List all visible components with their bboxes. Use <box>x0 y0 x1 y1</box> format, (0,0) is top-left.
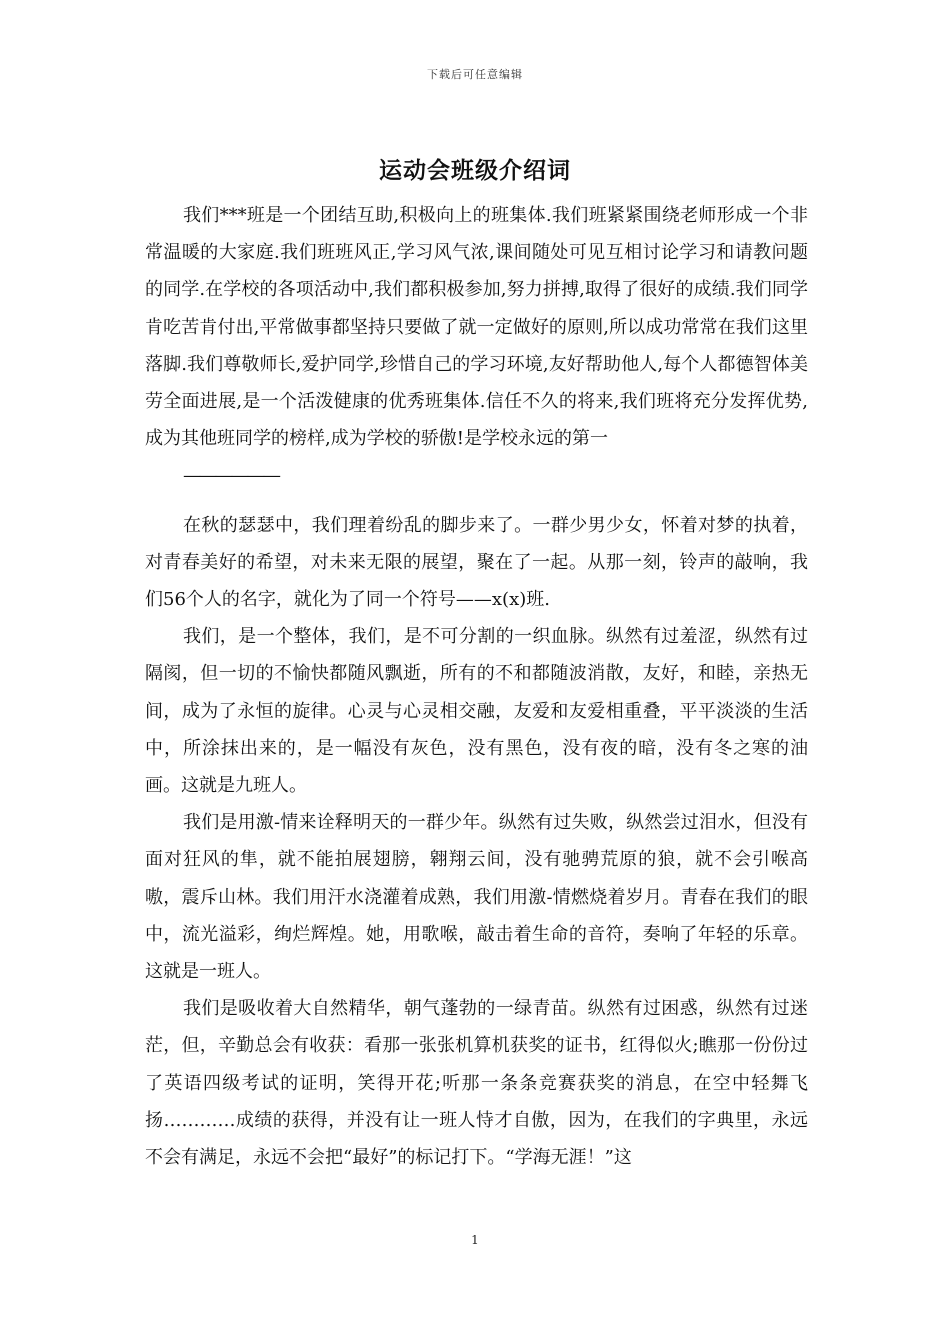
paragraph-class-intro: 我们***班是一个团结互助,积极向上的班集体.我们班紧紧围绕老师形成一个非常温暖的大家庭.我们班班风正,学习风气浓,课间随处可见互相讨论学习和请教问题的同学.在学校的各项活动中,我们都积极参加,努力拼搏,取得了很好的成绩.我们同学肯吃苦肯付出,平常做事都坚持只要做了就一定做好的原则,所以成功常常在我们这里落脚.我们尊敬师长,爱护同学,珍惜自己的学习环境,友好帮助他人,每个人都德智体美劳全面进展,是一个活泼健康的优秀班集体.信任不久的将来,我们班将充分发挥优势,成为其他班同学的榜样,成为学校的骄傲!是学校永远的第一 <box>145 205 808 450</box>
paragraph-seedling: 我们是吸收着大自然精华，朝气蓬勃的一绿青苗。纵然有过困惑，纵然有过迷茫，但，辛勤总会有收获：看那一张张机算机获奖的证书，红得似火;瞧那一份份过了英语四级考试的证明，笑得开花;听那一条条竞赛获奖的消息，在空中轻舞飞扬…………成绩的获得，并没有让一班人恃才自傲，因为，在我们的字典里，永远不会有满足，永远不会把“最好”的标记打下。“学海无涯！”这 <box>145 998 808 1169</box>
spacer <box>145 495 808 507</box>
paragraph-passion: 我们是用激-情来诠释明天的一群少年。纵然有过失败，纵然尝过泪水，但没有面对狂风的隼，就不能拍展翅膀，翱翔云间，没有驰骋荒原的狼，就不会引喉高嗷，震斥山林。我们用汗水浇灌着成熟，我们用激-情燃烧着岁月。青春在我们的眼中，流光溢彩，绚烂辉煌。她，用歌喉，敲击着生命的音符，奏响了年轻的乐章。这就是一班人。 <box>145 812 808 983</box>
page-header-note: 下载后可任意编辑 <box>427 68 523 81</box>
document-body <box>145 197 808 1176</box>
section-separator: —————— <box>183 465 279 487</box>
paragraph-autumn: 在秋的瑟瑟中，我们理着纷乱的脚步来了。一群少男少女，怀着对梦的执着，对青春美好的希望，对未来无限的展望，聚在了一起。从那一刻，铃声的敲响，我们56个人的名字，就化为了同一个符号——x(x)班. <box>145 514 808 611</box>
document-title: 运动会班级介绍词 <box>379 157 571 184</box>
paragraph-unity: 我们，是一个整体，我们，是不可分割的一织血脉。纵然有过羞涩，纵然有过隔阂，但一切的不愉快都随风飘逝，所有的不和都随波消散，友好，和睦，亲热无间，成为了永恒的旋律。心灵与心灵相交融，友爱和友爱相重叠，平平淡淡的生活中，所涂抹出来的，是一幅没有灰色，没有黑色，没有夜的暗，没有冬之寒的油画。这就是九班人。 <box>145 626 808 797</box>
page-number: 1 <box>471 1233 479 1247</box>
